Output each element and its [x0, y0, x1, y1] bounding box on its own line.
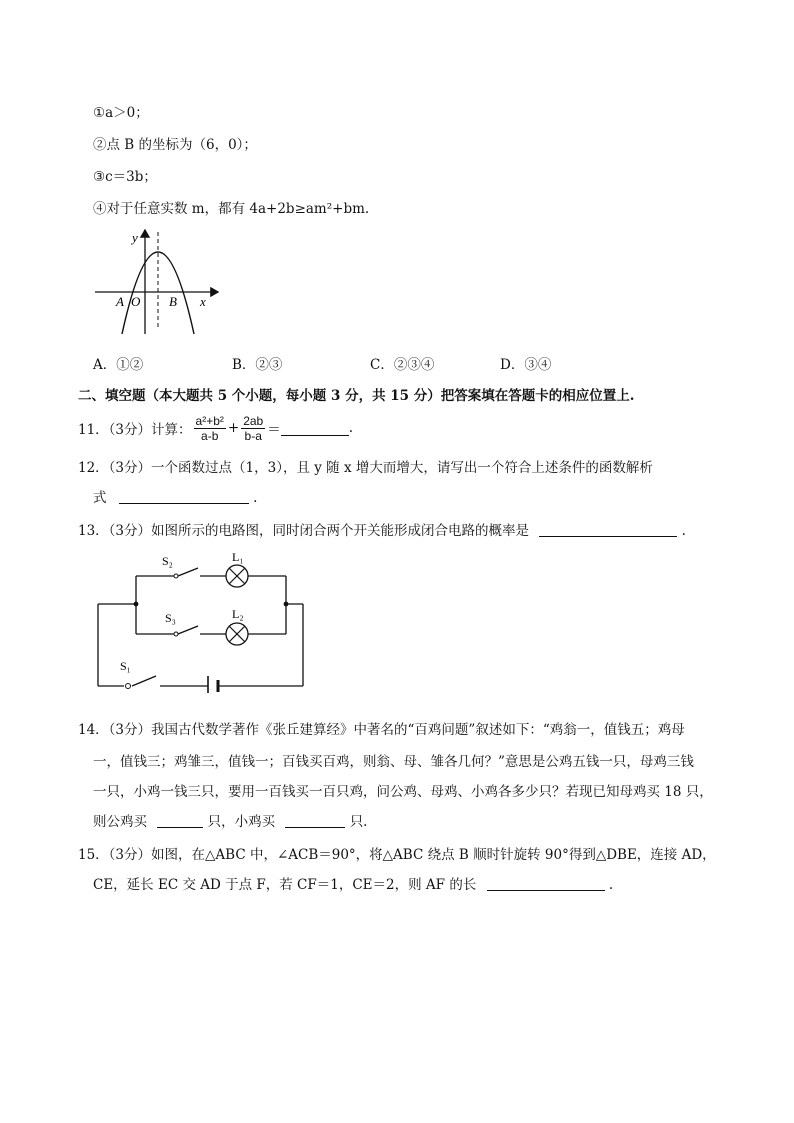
q10-option-d: D．③④ — [500, 357, 552, 373]
q11-frac2-numerator: 2ab — [243, 413, 264, 428]
parabola-curve — [122, 252, 194, 334]
q11-plus: + — [227, 420, 240, 436]
q15-end: . — [608, 877, 614, 893]
q12-answer-blank[interactable] — [119, 489, 249, 504]
y-axis-label: y — [132, 230, 138, 245]
q13-text: 13．（3分）如图所示的电路图，同时闭合两个开关能形成闭合电路的概率是 — [78, 523, 530, 539]
q11-prefix: 11．（3分）计算： — [78, 422, 192, 438]
q14-line-3: 一只，小鸡一钱三只，要用一百钱买一百只鸡，问公鸡、母鸡、小鸡各多少只？若现已知母鸡买 18 只， — [93, 784, 713, 800]
question-13 — [78, 519, 686, 539]
q11-fraction-1 — [194, 414, 226, 443]
q13-answer-blank[interactable] — [539, 522, 677, 537]
q10-statement-3: ③c＝3b； — [93, 169, 157, 185]
q12-prefix: 式 — [93, 490, 107, 506]
q11-frac2-denominator: b-a — [244, 428, 262, 443]
q15-line-2 — [93, 873, 613, 893]
q12-line-1: 12．（3分）一个函数过点（1，3），且 y 随 x 增大而增大，请写出一个符合上述条件的函数解析 — [78, 460, 653, 476]
q10-statement-1: ①a＞0； — [93, 105, 149, 121]
q14-line-4 — [93, 810, 367, 830]
q10-statement-2: ②点 B 的坐标为（6，0）； — [93, 137, 257, 153]
q10-option-a: A．①② — [93, 357, 144, 373]
point-a-label: A — [116, 294, 124, 309]
q14-chick-prefix: 只，小鸡买 — [207, 814, 276, 830]
q14-rooster-blank[interactable] — [157, 813, 203, 828]
q14-end: 只. — [349, 814, 368, 830]
lamp-l1-label: L₁ — [232, 550, 244, 564]
q14-line-1: 14．（3分）我国古代数学著作《张丘建算经》中著名的“百鸡问题”叙述如下：“鸡翁一，值钱五；鸡母 — [78, 722, 685, 738]
section-2-heading: 二、填空题（本大题共 5 个小题，每小题 3 分，共 15 分）把答案填在答题卡的相应位置上. — [78, 388, 635, 404]
q12-line-2 — [93, 486, 257, 506]
q11-fraction-2 — [241, 414, 265, 443]
q15-line-1: 15．（3分）如图，在△ABC 中，∠ACB＝90°，将△ABC 绕点 B 顺时针旋转 90°得到△DBE，连接 AD， — [78, 847, 716, 863]
switch-s1-label: S₁ — [120, 659, 131, 673]
q10-option-b: B．②③ — [232, 357, 283, 373]
q14-rooster-prefix: 则公鸡买 — [93, 814, 147, 830]
q15-answer-blank[interactable] — [487, 876, 605, 891]
q12-end: . — [253, 490, 258, 506]
switch-s2-label: S₂ — [162, 554, 173, 568]
q14-line-2: 一，值钱三；鸡雏三，值钱一；百钱买百鸡，则翁、母、雏各几何？”意思是公鸡五钱一只，母鸡三钱 — [93, 754, 694, 770]
lamp-l2 — [226, 623, 248, 645]
q10-statement-4: ④对于任意实数 m，都有 4a+2b≥am²+bm. — [93, 201, 370, 217]
q13-end: . — [681, 523, 686, 539]
q15-text: CE，延长 EC 交 AD 于点 F，若 CF＝1，CE＝2，则 AF 的长 — [93, 877, 477, 893]
q10-option-c: C．②③④ — [370, 357, 435, 373]
q11-frac1-denominator: a-b — [201, 428, 219, 443]
circuit-diagram — [90, 548, 315, 693]
point-b-label: B — [169, 294, 177, 309]
q11-answer-blank[interactable] — [281, 421, 349, 436]
lamp-l1 — [226, 565, 248, 587]
origin-label: O — [131, 294, 141, 309]
lamp-l2-label: L₂ — [232, 607, 244, 621]
x-axis-label: x — [200, 294, 206, 309]
question-11 — [78, 410, 353, 446]
q11-equals: ＝ — [267, 422, 281, 438]
parabola-graph — [90, 222, 230, 340]
q11-end: . — [348, 420, 354, 436]
switch-s3-label: S₃ — [165, 611, 176, 625]
q14-chick-blank[interactable] — [285, 813, 345, 828]
q11-frac1-numerator: a²+b² — [195, 413, 224, 428]
